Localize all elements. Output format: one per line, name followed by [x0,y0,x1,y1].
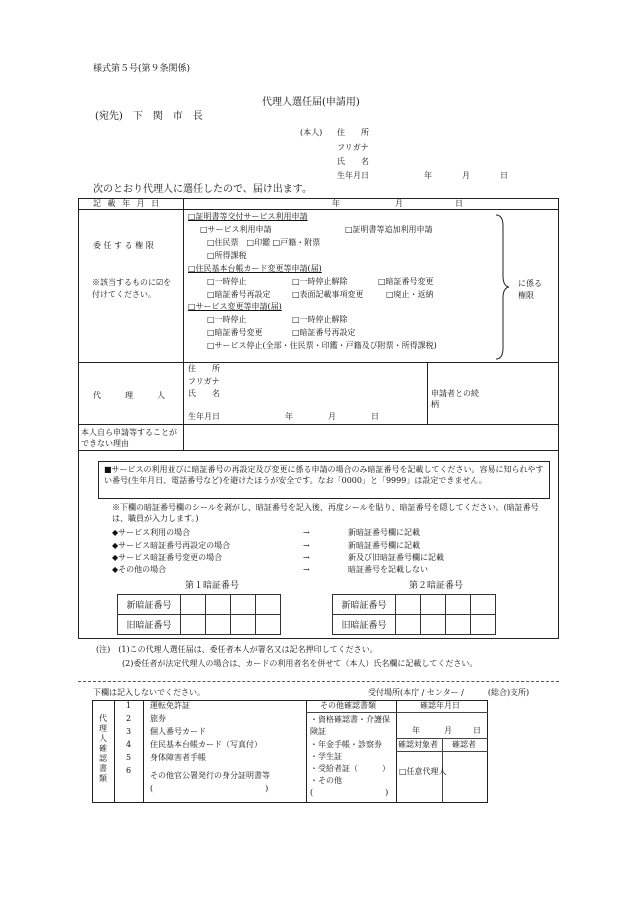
doc-num-5: 5 [126,753,132,762]
other-doc-4: ・受給者証（ ） [310,764,390,773]
pin1-grid [117,594,281,635]
applicant-birth-day: 日 [500,171,508,180]
agent-birth-month: 月 [328,412,336,421]
note-2: (2)委任者が法定代理人の場合は、カードの利用者名を併せて（本人）氏名欄に記載してください。 [122,659,478,668]
case-1-right: 新暗証番号欄に記載 [348,528,420,537]
addressee: (宛先) 下 関 市 長 [95,111,203,122]
confirm-date-label: 確認年月日 [420,701,460,710]
pin2-new-digit[interactable] [446,595,471,615]
service-pin-change[interactable]: □暗証番号変更 [207,328,263,337]
doc-driver-license: 運転免許証 [150,701,190,710]
authority-income-tax[interactable]: □所得課税 [207,251,247,260]
pin1-title: 第１暗証番号 [185,581,240,591]
entry-date-month: 月 [395,199,403,208]
authority-suffix-2: 権限 [518,291,534,300]
service-suspend[interactable]: □一時停止 [207,315,247,324]
doc-other-official: その他官公署発行の身分証明書等 [150,771,270,780]
doc-num-4: 4 [126,740,132,749]
service-suspend-release[interactable]: □一時停止解除 [292,315,348,324]
other-doc-1b: 険証 [310,727,326,736]
pin-notice: ■サービスの利用並びに暗証番号の再設定及び変更に係る申請の場合のみ暗証番号を記載してください。容易に知られやすい番号(生年月日、電話番号など)を避けたほうが安全です。なお「0000」と「9999」は設定できません。 [98,461,550,499]
pin2-old-digit[interactable] [421,615,446,635]
service-pin-reset[interactable]: □暗証番号再設定 [292,328,356,337]
case-1-left: ◆サービス利用の場合 [112,528,191,537]
doc-passport: 旅券 [150,714,166,723]
agent-birth-year: 年 [285,412,293,421]
card-surface-change[interactable]: □表面記載事項変更 [292,290,364,299]
card-pin-change[interactable]: □暗証番号変更 [378,277,434,286]
authority-note: ※該当するものに☑を付けてください。 [92,278,172,299]
confirm-date-month: 月 [444,726,452,735]
pin2-old-digit[interactable] [396,615,421,635]
pin1-new-digit[interactable] [181,595,206,615]
doc-num-1: 1 [126,701,132,710]
agent-address-label: 住 所 [188,364,220,373]
confirm-date-year: 年 [412,726,420,735]
pin1-old-digit[interactable] [231,615,256,635]
doc-num-6: 6 [126,766,132,775]
no-entry-note: 下欄は記入しないでください。 [93,688,205,697]
agent-label: 代 理 人 [93,391,165,400]
other-doc-5b: ( ) [310,788,389,797]
doc-num-3: 3 [126,727,132,736]
other-doc-2: ・年金手帳・診察券 [310,740,382,749]
pin2-new-digit[interactable] [471,595,496,615]
authority-section-2[interactable]: □住民基本台帳カード変更等申請(届) [188,264,322,273]
case-2-right: 新暗証番号欄に記載 [348,541,420,550]
entry-date-label: 記 載 年 月 日 [93,199,162,208]
pin1-new-digit[interactable] [206,595,231,615]
card-suspend[interactable]: □一時停止 [207,277,247,286]
service-stop[interactable]: □サービス停止(全部・住民票・印鑑・戸籍及び附票・所得課税) [207,341,437,350]
other-doc-3: ・学生証 [310,752,342,761]
entry-date-day: 日 [455,199,463,208]
case-4-right: 暗証番号を記載しない [348,565,428,574]
authority-label: 委 任 す る 権 限 [93,241,154,250]
case-3-right: 新及び旧暗証番号欄に記載 [348,553,444,562]
pin2-old-digit[interactable] [446,615,471,635]
pin1-old-digit[interactable] [206,615,231,635]
pin2-title: 第２暗証番号 [409,581,464,591]
authority-cert-types[interactable]: □住民票 □印鑑 □戸籍・附票 [207,238,321,247]
pin1-old-label: 旧暗証番号 [118,615,181,635]
form-title: 代理人選任届(申請用) [262,97,360,108]
doc-num-2: 2 [126,714,132,723]
doc-disability-handbook: 身体障害者手帳 [150,753,206,762]
pin2-old-label: 旧暗証番号 [333,615,396,635]
note-1: (注) (1)この代理人選任届は、委任者本人が署名又は記名押印してください。 [96,645,378,654]
confirmer-label: 確認者 [452,740,476,749]
case-1-arrow: → [303,528,310,537]
card-suspend-release[interactable]: □一時停止解除 [292,277,348,286]
pin2-new-label: 新暗証番号 [333,595,396,615]
curly-brace [494,214,510,360]
reason-label: 本人自ら申請等することができない理由 [81,428,177,448]
pin2-new-digit[interactable] [396,595,421,615]
authority-additional-use[interactable]: □証明書等追加利用申請 [345,225,433,234]
doc-other-paren: ( ) [150,784,269,793]
entry-date-year: 年 [332,199,340,208]
reception-place: 受付場所(本庁 / センター / (総合)支所) [368,688,530,697]
case-2-arrow: → [303,541,310,550]
other-docs-title: その他確認書類 [320,701,376,710]
form-number: 様式第５号(第９条関係) [93,64,191,74]
agent-relation-label: 申請者との続柄 [431,389,479,409]
applicant-birth-month: 月 [462,171,470,180]
card-pin-reset[interactable]: □暗証番号再設定 [207,290,271,299]
applicant-furigana-label: フリガナ [337,143,369,152]
agent-birth-label: 生年月日 [188,412,220,421]
applicant-address-label: 住 所 [337,128,369,137]
applicant-birth-label: 生年月日 [337,171,369,180]
agent-name-label: 氏 名 [188,389,220,398]
doc-resident-card: 住民基本台帳カード（写真付） [150,740,262,749]
applicant-name-label: 氏 名 [337,157,369,166]
pin1-old-digit[interactable] [256,615,281,635]
seal-note: ※下欄の暗証番号欄のシールを剥がし、暗証番号を記入後、再度シールを貼り、暗証番号を隠してください。(暗証番号は、職員が入力します。) [112,503,539,523]
case-3-arrow: → [303,553,310,562]
agent-id-docs-vertical: 代理人確認書類 [99,714,107,783]
authority-section-1[interactable]: □証明書等交付サービス利用申請 [188,212,308,221]
intro-text: 次のとおり代理人に選任したので、届け出ます。 [93,184,312,195]
pin1-new-digit[interactable] [231,595,256,615]
pin1-new-digit[interactable] [256,595,281,615]
case-3-left: ◆サービス暗証番号変更の場合 [112,553,223,562]
confirm-target-label: 確認対象者 [398,740,438,749]
agent-furigana-label: フリガナ [188,377,220,386]
confirm-date-day: 日 [473,726,481,735]
other-doc-5: ・その他 [310,776,342,785]
agent-birth-day: 日 [371,412,379,421]
voluntary-agent-checkbox[interactable]: □任意代理人 [399,767,447,776]
case-2-left: ◆サービス暗証番号再設定の場合 [112,541,231,550]
case-4-left: ◆その他の場合 [112,565,167,574]
pin2-old-digit[interactable] [471,615,496,635]
applicant-birth-year: 年 [424,171,432,180]
authority-section-3[interactable]: □サービス変更等申請(届) [188,302,282,311]
pin1-new-label: 新暗証番号 [118,595,181,615]
applicant-label: (本人) [300,128,323,137]
other-doc-1: ・資格確認書・介護保 [310,715,390,724]
authority-suffix-1: に係る [518,279,542,288]
card-abolish-return[interactable]: □廃止・返納 [386,290,434,299]
pin1-old-digit[interactable] [181,615,206,635]
cut-line [78,681,559,682]
pin2-new-digit[interactable] [421,595,446,615]
doc-mynumber-card: 個人番号カード [150,727,206,736]
pin2-grid [332,594,496,635]
case-4-arrow: → [303,565,310,574]
authority-service-use[interactable]: □サービス利用申請 [200,225,272,234]
